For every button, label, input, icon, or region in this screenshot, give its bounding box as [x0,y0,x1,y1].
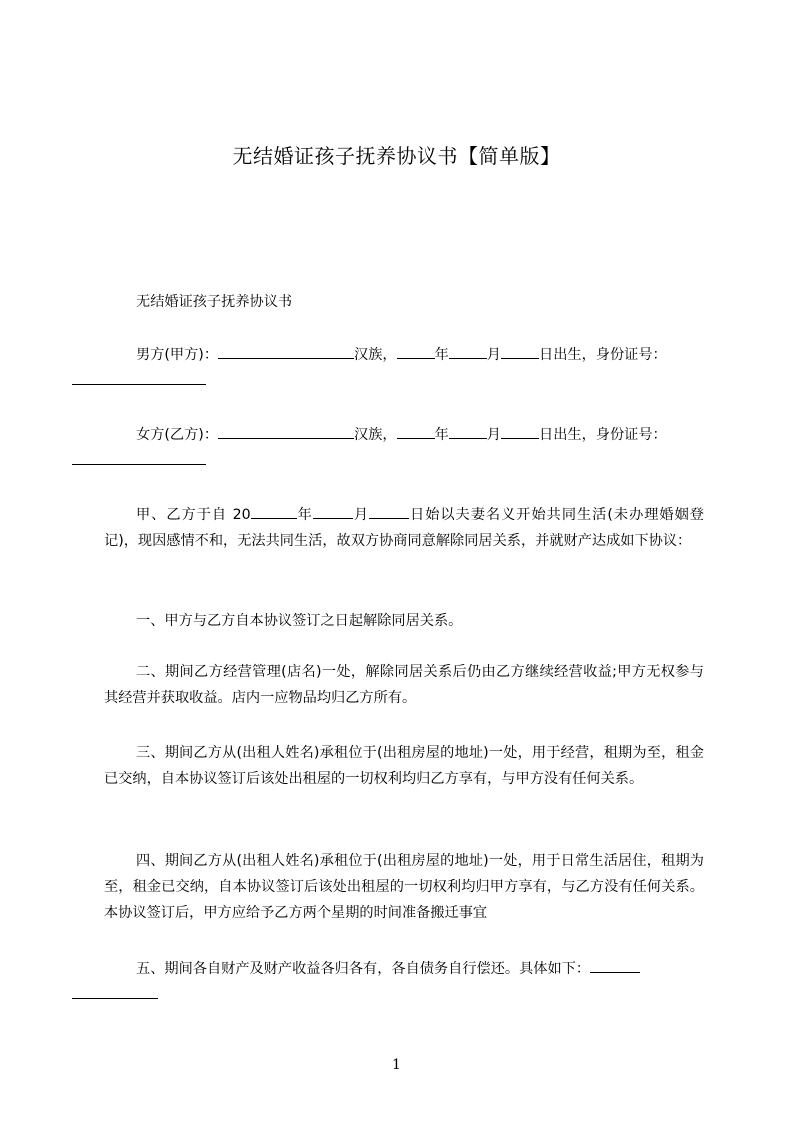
intro-month-blank [313,504,353,519]
man-name-blank [218,344,354,359]
intro-day-blank [369,504,409,519]
woman-birth-label: 日出生，身份证号： [539,427,667,443]
intro-part4: 日始以夫妻名义开始共同生活(未办理婚姻登记)，现因感情不和，无法共同生活，故双方协商同意解除同居关系，并就财产达成如下协议： [104,507,704,549]
woman-month-blank [449,424,487,439]
intro-month-label: 月 [352,507,370,523]
intro-year-blank [251,504,297,519]
clause-1: 一、甲方与乙方自本协议签订之日起解除同居关系。 [136,613,463,629]
woman-info-paragraph [104,422,704,474]
clause-5-blank-b [72,984,158,999]
man-label: 男方(甲方)： [136,347,219,363]
clause-5: 五、期间各自财产及财产收益各归各有，各自债务自行偿还。具体如下： [136,961,591,977]
woman-label: 女方(乙方)： [136,427,219,443]
man-id-blank [72,370,206,385]
woman-id-blank [72,450,206,465]
man-year-label: 年 [434,347,449,363]
man-day-blank [501,344,539,359]
man-month-label: 月 [486,347,501,363]
woman-ethnicity: 汉族， [354,427,397,443]
woman-year-blank [397,424,435,439]
document-subtitle: 无结婚证孩子抚养协议书 [136,294,293,310]
clause-3: 三、期间乙方从(出租人姓名)承租位于(出租房屋的地址)一处，用于经营，租期为至，租金已交纳，自本协议签订后该处出租屋的一切权利均归乙方享有，与甲方没有任何关系。 [104,745,704,787]
clause-5-blank-a [590,958,640,973]
woman-day-blank [501,424,539,439]
clause-2: 二、期间乙方经营管理(店名)一处，解除同居关系后仍由乙方继续经营收益;甲方无权参与其经营并获取收益。店内一应物品均归乙方所有。 [104,664,704,706]
page-number: 1 [392,1057,401,1073]
clause-4: 四、期间乙方从(出租人姓名)承租位于(出租房屋的地址)一处，用于日常生活居住，租期为至，租金已交纳，自本协议签订后该处出租屋的一切权利均归甲方享有，与乙方没有任何关系。本协议签订后，甲方应给予乙方两个星期的时间准备搬迁事宜 [104,853,704,921]
man-info-paragraph [104,342,704,394]
man-ethnicity: 汉族， [354,347,397,363]
woman-year-label: 年 [434,427,449,443]
woman-name-blank [218,424,354,439]
document-title: 无结婚证孩子抚养协议书【简单版】 [232,144,561,168]
man-year-blank [397,344,435,359]
intro-year-label: 年 [296,507,313,523]
man-month-blank [449,344,487,359]
man-birth-label: 日出生，身份证号： [539,347,667,363]
intro-part1: 甲、乙方于自 20 [136,507,251,523]
intro-paragraph [104,502,704,554]
clause-5-paragraph [104,956,704,1008]
woman-month-label: 月 [486,427,501,443]
